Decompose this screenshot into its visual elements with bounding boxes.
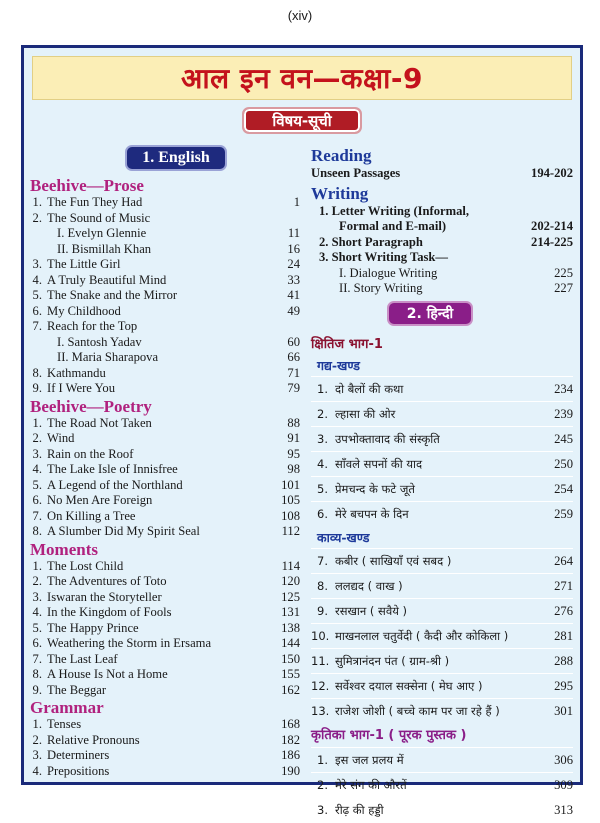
entry-number: 10. (311, 629, 330, 643)
entry-title: The Adventures of Toto (47, 574, 167, 588)
entry-page: 11 (287, 226, 300, 240)
entry-page: 271 (554, 579, 573, 593)
hindi-toc-entry (311, 797, 573, 822)
entry-number: 3. (32, 748, 42, 762)
entry-page: 41 (287, 288, 300, 302)
entry-number: 1. (317, 753, 328, 767)
toc-entry (30, 683, 300, 699)
entry-number: 7. (32, 508, 42, 523)
writing-item-2-pages: 214-225 (531, 234, 573, 249)
entry-number: 2. (317, 778, 328, 792)
entry-title: इस जल प्रलय में (335, 753, 404, 767)
entry-number: 1. (32, 195, 42, 209)
hindi-toc-entry (311, 648, 573, 673)
entry-title: Prepositions (47, 763, 110, 778)
right-column (311, 146, 573, 297)
entry-title: A Slumber Did My Spirit Seal (47, 524, 200, 538)
entry-title: Rain on the Roof (47, 446, 134, 461)
entry-title: I. Santosh Yadav (57, 334, 142, 349)
hindi-column (311, 334, 573, 822)
toc-entry (30, 509, 300, 525)
entry-number: 4. (32, 763, 42, 778)
dialogue-writing-page: 225 (554, 265, 573, 280)
entry-page: 301 (554, 704, 573, 718)
entry-number: 7. (32, 651, 42, 666)
entry-title: If I Were You (47, 381, 116, 395)
toc-entry (30, 493, 300, 509)
toc-entry (30, 335, 300, 351)
hindi-toc-entry (311, 747, 573, 772)
entry-number: 6. (32, 636, 42, 650)
entry-page: 125 (281, 589, 300, 604)
grammar-list (30, 717, 300, 779)
toc-entry (30, 559, 300, 575)
toc-entry (30, 524, 300, 540)
entry-page: 276 (554, 604, 573, 618)
toc-entry (30, 748, 300, 764)
entry-page: 306 (554, 753, 573, 767)
writing-item-1 (311, 204, 573, 220)
entry-page: 114 (281, 558, 300, 573)
entry-page: 309 (554, 778, 573, 792)
section-kavya: काव्य-खण्ड (317, 530, 370, 545)
entry-page: 150 (281, 651, 300, 666)
entry-number: 4. (32, 272, 42, 287)
reading-unseen-row (311, 166, 573, 182)
entry-page (262, 319, 300, 335)
entry-page: 234 (554, 382, 573, 396)
entry-number: 9. (32, 682, 42, 697)
toc-entry (30, 288, 300, 304)
writing-item-3 (311, 250, 573, 266)
entry-number: 3. (317, 803, 328, 817)
entry-title: The Lake Isle of Innisfree (47, 462, 178, 476)
entry-number (30, 226, 47, 242)
hindi-toc-entry (311, 698, 573, 723)
gadya-list (311, 376, 573, 526)
entry-title: दो बैलों की कथा (335, 382, 404, 396)
hindi-section-badge: 2. हिन्दी (387, 301, 473, 326)
entry-title: Wind (47, 431, 75, 445)
toc-entry (30, 273, 300, 289)
entry-page: 186 (281, 748, 300, 762)
entry-page: 295 (554, 679, 573, 693)
entry-title: The Last Leaf (47, 651, 118, 666)
entry-title: A Legend of the Northland (47, 477, 183, 492)
entry-number (30, 350, 47, 366)
moments-list (30, 559, 300, 699)
entry-number: 2. (32, 210, 42, 225)
entry-title: Weathering the Storm in Ersama (47, 636, 212, 650)
hindi-toc-entry (311, 623, 573, 648)
entry-page: 250 (554, 457, 573, 471)
entry-page: 79 (287, 381, 300, 395)
entry-title: Relative Pronouns (47, 732, 140, 747)
toc-entry (30, 717, 300, 733)
hindi-toc-entry (311, 598, 573, 623)
entry-number: 9. (32, 381, 42, 395)
entry-title: A Truly Beautiful Mind (47, 272, 167, 287)
hindi-toc-entry (311, 548, 573, 573)
entry-title: The Fun They Had (47, 195, 143, 209)
entry-number: 2. (32, 732, 42, 747)
entry-page: 105 (281, 493, 300, 507)
entry-title: The Road Not Taken (47, 415, 152, 430)
entry-title: No Men Are Foreign (47, 493, 153, 507)
entry-title: कबीर ( साखियाँ एवं सबद ) (335, 554, 452, 568)
entry-title: Tenses (47, 717, 82, 731)
kritika-list (311, 747, 573, 822)
entry-title: II. Bismillah Khan (57, 241, 152, 256)
entry-page: 49 (287, 303, 300, 318)
entry-number: 4. (317, 457, 328, 471)
entry-number: 3. (317, 432, 328, 446)
toc-entry (30, 621, 300, 637)
entry-page: 98 (287, 462, 300, 476)
entry-number: 1. (32, 717, 42, 731)
entry-title: The Beggar (47, 682, 107, 697)
entry-number: 2. (32, 574, 42, 588)
writing-item-1-line2: Formal and E-mail) (339, 219, 447, 233)
entry-page: 24 (287, 257, 300, 271)
toc-entry (30, 652, 300, 668)
entry-title: II. Maria Sharapova (57, 350, 159, 364)
entry-title: I. Evelyn Glennie (57, 226, 147, 240)
entry-title: A House Is Not a Home (47, 667, 168, 681)
entry-title: On Killing a Tree (47, 508, 136, 523)
section-kshitij: क्षितिज भाग-1 (311, 337, 383, 352)
entry-page: 1 (293, 195, 300, 209)
entry-page: 281 (554, 629, 573, 643)
toc-entry (30, 431, 300, 447)
story-writing-label: II. Story Writing (339, 281, 423, 295)
entry-page: 254 (554, 482, 573, 496)
entry-number: 8. (317, 579, 328, 593)
entry-page: 259 (554, 507, 573, 521)
toc-entry (30, 667, 300, 683)
entry-page: 182 (281, 732, 300, 747)
entry-page: 108 (281, 508, 300, 523)
toc-entry (30, 447, 300, 463)
dialogue-writing-label: I. Dialogue Writing (339, 265, 438, 280)
hindi-toc-entry (311, 772, 573, 797)
entry-number: 8. (32, 365, 42, 380)
entry-page: 112 (281, 524, 300, 538)
entry-page (262, 211, 300, 227)
writing-item-1-pages: 202-214 (531, 219, 573, 233)
entry-number: 1. (32, 558, 42, 573)
english-section-badge: 1. English (125, 145, 227, 171)
poetry-list (30, 416, 300, 540)
entry-number: 3. (32, 257, 42, 271)
unseen-passages-pages: 194-202 (531, 166, 573, 180)
entry-page: 264 (554, 554, 573, 568)
hindi-toc-entry (311, 573, 573, 598)
writing-item-3-label: 3. Short Writing Task— (319, 250, 449, 264)
entry-title: मेरे संग की औरतें (335, 778, 407, 792)
entry-number: 1. (317, 382, 328, 396)
writing-sub-1 (311, 266, 573, 282)
entry-number: 3. (32, 446, 42, 461)
entry-page: 71 (287, 365, 300, 380)
entry-title: ल्हासा की ओर (335, 407, 396, 421)
entry-page: 239 (554, 407, 573, 421)
section-gadya: गद्य-खण्ड (317, 358, 360, 373)
toc-entry (30, 226, 300, 242)
entry-number: 2. (32, 431, 42, 445)
entry-title: माखनलाल चतुर्वेदी ( कैदी और कोकिला ) (335, 629, 509, 643)
entry-title: Kathmandu (47, 365, 106, 380)
entry-title: The Sound of Music (47, 210, 151, 225)
toc-entry (30, 319, 300, 335)
entry-title: सर्वेश्वर दयाल सक्सेना ( मेघ आए ) (335, 679, 483, 693)
hindi-toc-entry (311, 451, 573, 476)
entry-number: 6. (317, 507, 328, 521)
entry-title: Reach for the Top (47, 319, 138, 333)
toc-entry (30, 636, 300, 652)
entry-number: 5. (32, 477, 42, 492)
entry-page: 88 (287, 415, 300, 430)
prose-list (30, 195, 300, 397)
entry-title: The Happy Prince (47, 620, 139, 635)
writing-item-1b (311, 219, 573, 235)
entry-title: Determiners (47, 748, 110, 762)
section-kritika: कृतिका भाग-1 ( पूरक पुस्तक ) (311, 728, 467, 743)
entry-number: 1. (32, 415, 42, 430)
entry-number: 11. (311, 654, 330, 668)
toc-label-badge: विषय-सूची (242, 107, 362, 134)
entry-title: The Snake and the Mirror (47, 288, 178, 302)
hindi-toc-entry (311, 426, 573, 451)
entry-title: Iswaran the Storyteller (47, 589, 162, 604)
writing-item-2 (311, 235, 573, 251)
section-reading: Reading (311, 146, 372, 165)
book-title: आल इन वन—कक्षा-9 (181, 62, 423, 95)
title-banner (32, 56, 572, 100)
entry-page: 313 (554, 803, 573, 817)
entry-title: The Lost Child (47, 558, 124, 573)
entry-number: 7. (317, 554, 328, 568)
entry-page: 288 (554, 654, 573, 668)
page-number: (xiv) (287, 8, 313, 23)
entry-page: 168 (281, 717, 300, 731)
entry-title: मेरे बचपन के दिन (335, 507, 409, 521)
toc-entry (30, 366, 300, 382)
unseen-passages-label: Unseen Passages (311, 166, 401, 180)
toc-entry (30, 242, 300, 258)
toc-entry (30, 590, 300, 606)
toc-entry (30, 462, 300, 478)
entry-title: The Little Girl (47, 257, 121, 271)
section-beehive-prose: Beehive—Prose (30, 176, 144, 195)
entry-page: 162 (281, 682, 300, 697)
toc-entry (30, 605, 300, 621)
entry-title: उपभोक्तावाद की संस्कृति (335, 432, 440, 446)
hindi-toc-entry (311, 673, 573, 698)
entry-page: 95 (287, 446, 300, 461)
entry-number: 2. (317, 407, 328, 421)
entry-title: साँवले सपनों की याद (335, 457, 423, 471)
entry-page: 131 (281, 605, 300, 619)
section-writing: Writing (311, 183, 369, 203)
entry-title: ललद्यद ( वाख ) (335, 579, 403, 593)
entry-number: 4. (32, 605, 42, 619)
entry-number: 13. (311, 704, 330, 718)
toc-entry (30, 416, 300, 432)
entry-number: 9. (317, 604, 328, 618)
entry-number: 8. (32, 524, 42, 538)
toc-entry (30, 211, 300, 227)
entry-page: 66 (287, 350, 300, 364)
entry-number: 5. (317, 482, 328, 496)
entry-number (30, 242, 47, 258)
entry-page: 120 (281, 574, 300, 588)
entry-page: 60 (287, 334, 300, 349)
toc-entry (30, 733, 300, 749)
entry-page: 245 (554, 432, 573, 446)
toc-entry (30, 350, 300, 366)
english-column (30, 176, 300, 779)
entry-number: 3. (32, 589, 42, 604)
entry-title: सुमित्रानंदन पंत ( ग्राम-श्री ) (335, 654, 450, 668)
entry-number: 8. (32, 667, 42, 681)
section-beehive-poetry: Beehive—Poetry (30, 396, 152, 416)
entry-page: 91 (287, 431, 300, 445)
toc-entry (30, 478, 300, 494)
entry-page: 144 (281, 636, 300, 650)
entry-page: 138 (281, 620, 300, 635)
toc-entry (30, 381, 300, 397)
entry-page: 101 (281, 477, 300, 492)
section-grammar: Grammar (30, 698, 104, 717)
toc-entry (30, 574, 300, 590)
writing-item-1-line1: 1. Letter Writing (Informal, (319, 203, 470, 218)
writing-item-2-label: 2. Short Paragraph (319, 234, 423, 249)
entry-page: 190 (281, 763, 300, 778)
hindi-toc-entry (311, 401, 573, 426)
hindi-toc-entry (311, 501, 573, 526)
entry-title: रीढ़ की हड्डी (335, 803, 384, 817)
entry-title: In the Kingdom of Fools (47, 605, 172, 619)
section-moments: Moments (30, 539, 98, 559)
toc-entry (30, 257, 300, 273)
entry-number: 4. (32, 462, 42, 476)
entry-number: 7. (32, 319, 42, 333)
entry-number: 5. (32, 620, 42, 635)
hindi-toc-entry (311, 376, 573, 401)
entry-page: 33 (287, 272, 300, 287)
entry-number (30, 335, 47, 351)
entry-number: 6. (32, 303, 42, 318)
story-writing-page: 227 (554, 281, 573, 295)
entry-title: प्रेमचन्द के फटे जूते (335, 482, 415, 496)
hindi-toc-entry (311, 476, 573, 501)
entry-title: My Childhood (47, 303, 121, 318)
writing-sub-2 (311, 281, 573, 297)
toc-entry (30, 764, 300, 780)
entry-page: 155 (281, 667, 300, 681)
kavya-list (311, 548, 573, 723)
entry-number: 5. (32, 288, 42, 302)
toc-frame (21, 45, 583, 817)
entry-title: राजेश जोशी ( बच्चे काम पर जा रहे हैं ) (335, 704, 500, 718)
entry-number: 12. (311, 679, 330, 693)
toc-entry (30, 195, 300, 211)
entry-title: रसखान ( सवैये ) (335, 604, 408, 618)
entry-page: 16 (287, 241, 300, 256)
toc-entry (30, 304, 300, 320)
entry-number: 6. (32, 493, 42, 507)
